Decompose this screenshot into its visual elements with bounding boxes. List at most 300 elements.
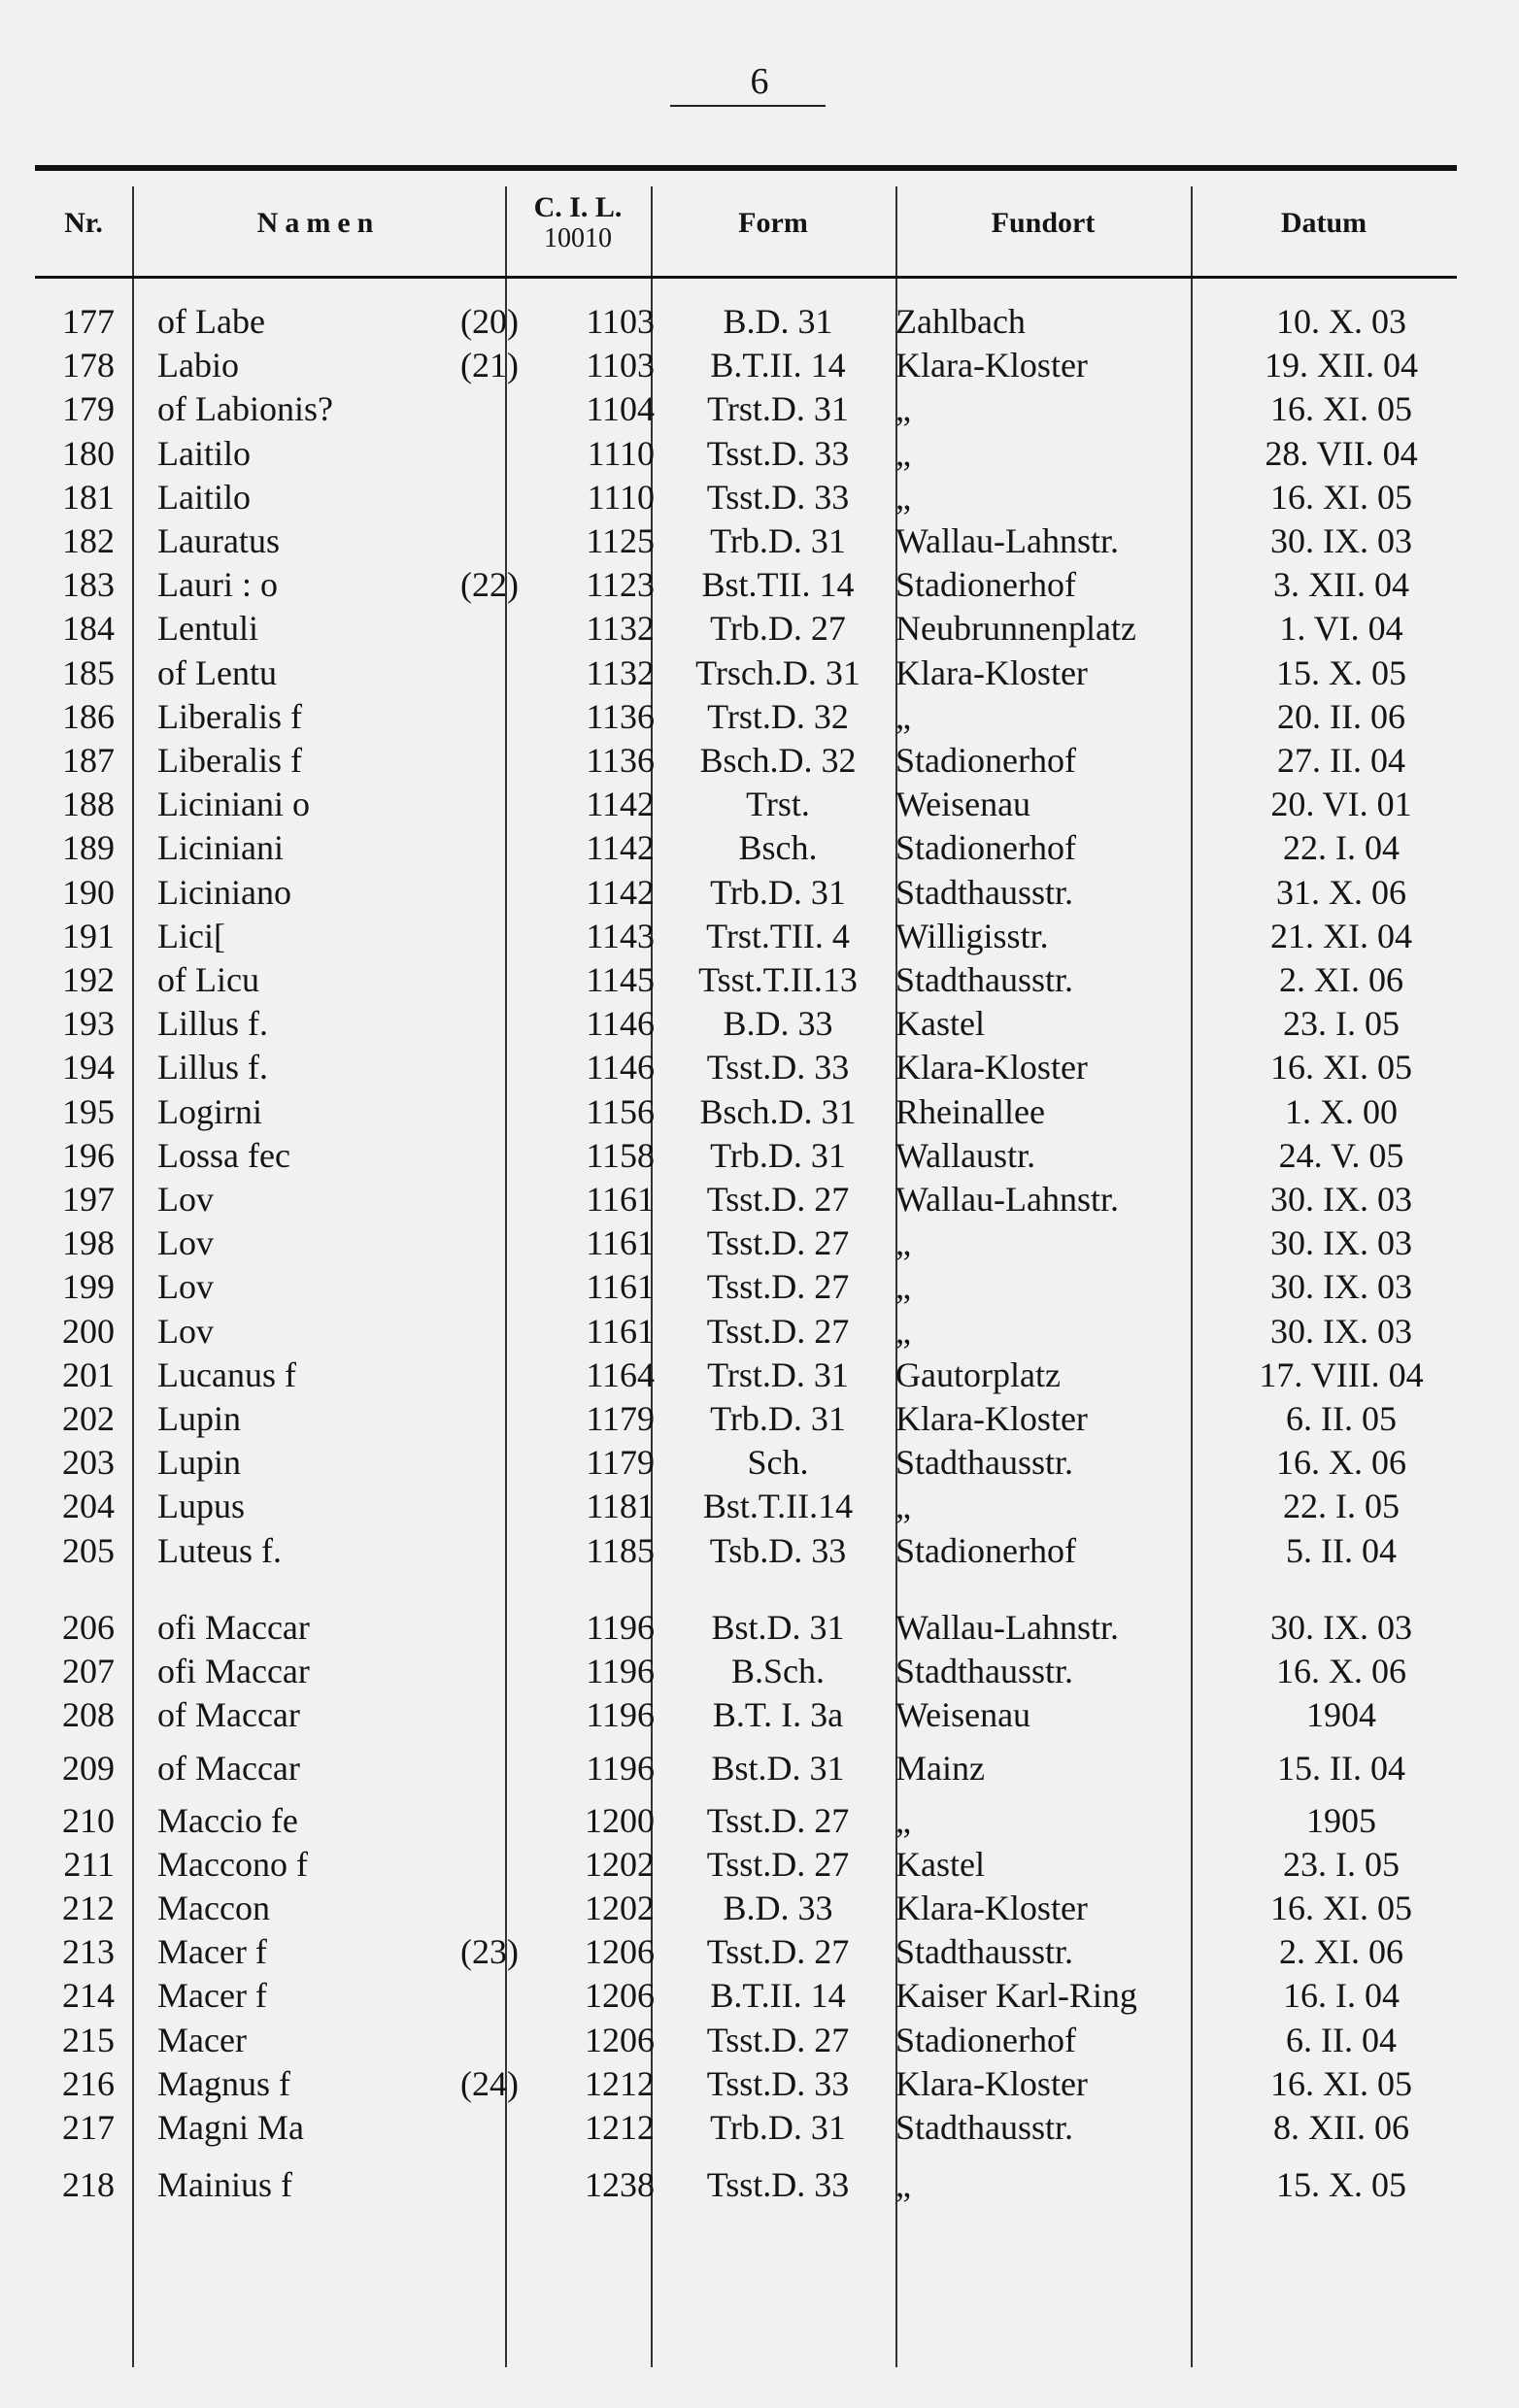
row-fundort: Stadionerhof [895,828,1076,868]
row-datum: 3. XII. 04 [1273,565,1409,605]
row-cil: 1103 [586,346,655,385]
row-name: Lupus [157,1487,245,1526]
row-cil: 1200 [585,1800,655,1840]
table-row [35,1930,1457,1973]
row-number: 181 [62,477,115,517]
row-number: 213 [62,1932,115,1972]
row-datum: 16. XI. 05 [1270,477,1412,517]
row-fundort: „ [895,433,911,473]
row-form: Tsst.D. 27 [706,1311,850,1351]
row-number: 217 [62,2108,115,2147]
header-fundort: Fundort [991,207,1096,239]
row-number: 183 [62,565,115,605]
row-datum: 15. X. 05 [1276,2165,1406,2205]
row-fundort: Stadthausstr. [895,872,1074,912]
row-form: Trst.D. 32 [707,696,849,736]
row-fundort: Klara-Kloster [895,1048,1088,1087]
table-row [35,958,1457,1001]
row-name: Lentuli [157,609,258,649]
row-cil: 1196 [586,1749,655,1789]
row-name: Lossa fec [157,1135,290,1175]
row-number: 178 [62,346,115,385]
table-row [35,783,1457,825]
row-cil: 1136 [586,696,655,736]
row-datum: 16. I. 04 [1283,1976,1400,2016]
row-name: Lillus f. [157,1004,268,1044]
row-datum: 6. II. 04 [1286,2020,1397,2059]
table-row [35,607,1457,650]
row-fundort: Kastel [895,1004,985,1044]
row-number: 208 [62,1695,115,1735]
row-number: 216 [62,2063,115,2103]
row-cil: 1196 [586,1695,655,1735]
row-form: Trb.D. 31 [710,1399,846,1438]
row-form: Tsst.D. 27 [706,1267,850,1307]
row-number: 204 [62,1487,115,1526]
table-row [35,2062,1457,2105]
row-form: Tsst.D. 33 [706,1048,850,1087]
table-row [35,300,1457,343]
table-row [35,739,1457,782]
row-number: 197 [62,1180,115,1219]
table-row [35,1747,1457,1789]
row-cil: 1196 [586,1607,655,1647]
row-name: Lupin [157,1443,241,1483]
row-datum: 30. IX. 03 [1270,1607,1412,1647]
row-fundort: Klara-Kloster [895,346,1088,385]
row-datum: 30. IX. 03 [1270,1267,1412,1307]
row-form: Trb.D. 31 [710,872,846,912]
row-cil: 1158 [586,1135,655,1175]
row-datum: 20. II. 06 [1277,696,1405,736]
row-datum: 5. II. 04 [1286,1530,1397,1570]
row-fundort: Neubrunnenplatz [895,609,1136,649]
row-number: 189 [62,828,115,868]
row-cil: 1181 [586,1487,655,1526]
row-name: Logirni [157,1091,262,1131]
row-name: of Labionis? [157,389,333,429]
row-datum: 1. X. 00 [1285,1091,1398,1131]
table-row [35,871,1457,914]
row-name: ofi Maccar [157,1607,310,1647]
row-datum: 31. X. 06 [1276,872,1406,912]
header-cil-title: C. I. L. [533,191,623,223]
table-row [35,1650,1457,1692]
row-fundort: Weisenau [895,785,1031,824]
row-footnote: (21) [460,346,519,385]
row-fundort: Klara-Kloster [895,1399,1088,1438]
row-cil: 1179 [586,1443,655,1483]
row-number: 218 [62,2165,115,2205]
row-cil: 1206 [585,2020,655,2059]
row-form: B.D. 33 [723,1004,833,1044]
table-row [35,344,1457,386]
row-number: 179 [62,389,115,429]
row-cil: 1238 [585,2165,655,2205]
row-name: Laitilo [157,433,251,473]
row-form: Bst.D. 31 [711,1749,845,1789]
row-form: Bst.TII. 14 [701,565,855,605]
row-form: Bsch. [738,828,818,868]
row-number: 184 [62,609,115,649]
row-name: Liberalis f [157,741,302,780]
row-number: 193 [62,1004,115,1044]
row-number: 195 [62,1091,115,1131]
row-name: of Maccar [157,1749,300,1789]
header-datum: Datum [1280,207,1367,239]
row-name: of Labe [157,302,265,341]
row-fundort: „ [895,1267,911,1307]
page-number: 6 [750,61,769,102]
table-row [35,1606,1457,1649]
row-cil: 1145 [586,960,655,999]
row-name: Lov [157,1311,214,1351]
row-name: Luteus f. [157,1530,282,1570]
row-name: Lucanus f [157,1354,296,1394]
row-name: Lauri : o [157,565,278,605]
row-footnote: (22) [460,565,519,605]
row-datum: 15. X. 05 [1276,652,1406,692]
row-name: Labio [157,346,239,385]
row-datum: 16. XI. 05 [1270,2063,1412,2103]
row-fundort: „ [895,1223,911,1263]
row-datum: 20. VI. 01 [1270,785,1412,824]
row-datum: 1904 [1306,1695,1376,1735]
row-number: 177 [62,302,115,341]
row-datum: 1905 [1306,1800,1376,1840]
row-fundort: Kastel [895,1844,985,1884]
row-form: Tsst.D. 33 [706,2165,850,2205]
row-name: Magni Ma [157,2108,304,2147]
row-footnote: (24) [460,2063,519,2103]
row-datum: 1. VI. 04 [1279,609,1403,649]
row-fundort: Stadthausstr. [895,2108,1074,2147]
row-number: 187 [62,741,115,780]
row-number: 212 [62,1889,115,1927]
row-datum: 30. IX. 03 [1270,521,1412,560]
row-number: 211 [63,1844,115,1884]
row-fundort: „ [895,389,911,429]
row-form: Tsst.D. 27 [706,1180,850,1219]
table-row [35,1178,1457,1221]
row-number: 207 [62,1652,115,1690]
row-fundort: Stadthausstr. [895,960,1074,999]
row-number: 186 [62,696,115,736]
header-form: Form [738,207,808,239]
table-row [35,915,1457,957]
row-number: 202 [62,1399,115,1438]
row-cil: 1146 [586,1048,655,1087]
row-number: 198 [62,1223,115,1263]
row-number: 199 [62,1267,115,1307]
row-cil: 1212 [585,2108,655,2147]
row-fundort: Klara-Kloster [895,1889,1088,1927]
row-cil: 1164 [586,1354,655,1394]
row-name: Lici[ [157,916,225,955]
row-cil: 1206 [585,1976,655,2016]
row-name: Liberalis f [157,696,302,736]
row-form: Trst.D. 31 [707,389,849,429]
row-number: 191 [62,916,115,955]
page-number-rule [670,105,826,107]
row-form: Tsst.D. 33 [706,2063,850,2103]
table-row [35,432,1457,475]
row-datum: 22. I. 05 [1283,1487,1400,1526]
row-datum: 15. II. 04 [1277,1749,1405,1789]
row-name: Lov [157,1180,214,1219]
table-row [35,1397,1457,1440]
row-number: 206 [62,1607,115,1647]
table-row [35,826,1457,869]
row-datum: 6. II. 05 [1286,1399,1397,1438]
row-datum: 16. XI. 05 [1270,1048,1412,1087]
row-form: Bst.T.II.14 [702,1487,854,1526]
header-name: Namen [256,207,381,239]
row-datum: 16. XI. 05 [1270,1889,1412,1927]
table-row [35,476,1457,518]
row-cil: 1206 [585,1932,655,1972]
row-datum: 30. IX. 03 [1270,1223,1412,1263]
header-cil-volume: 10010 [543,223,612,253]
row-fundort: „ [895,2165,911,2205]
row-fundort: Wallau-Lahnstr. [895,1180,1120,1219]
table-row [35,2106,1457,2149]
table-row [35,1529,1457,1572]
row-form: Trsch.D. 31 [695,652,861,692]
row-name: Macer f [157,1932,267,1972]
row-name: Macer [157,2020,247,2059]
row-name: Lupin [157,1399,241,1438]
row-cil: 1104 [586,389,655,429]
row-cil: 1146 [586,1004,655,1044]
row-number: 180 [62,433,115,473]
row-fundort: „ [895,477,911,517]
row-fundort: Gautorplatz [895,1354,1061,1394]
row-name: Lov [157,1223,214,1263]
table-row [35,1974,1457,2017]
row-datum: 23. I. 05 [1283,1844,1400,1884]
row-number: 192 [62,960,115,999]
table-row [35,1693,1457,1736]
row-fundort: Stadthausstr. [895,1443,1074,1483]
row-number: 200 [62,1311,115,1351]
row-name: of Maccar [157,1695,300,1735]
inscription-table [35,165,1457,2367]
row-cil: 1161 [586,1180,655,1219]
row-datum: 16. XI. 05 [1270,389,1412,429]
row-fundort: Klara-Kloster [895,652,1088,692]
table-header [35,171,1457,279]
row-form: B.Sch. [730,1652,825,1690]
table-row [35,1002,1457,1045]
row-fundort: Rheinallee [895,1091,1045,1131]
row-number: 214 [62,1976,115,2016]
row-name: Mainius f [157,2165,292,2205]
row-fundort: „ [895,696,911,736]
row-form: Bst.D. 31 [711,1607,845,1647]
row-cil: 1132 [586,609,655,649]
row-form: Bsch.D. 31 [699,1091,857,1131]
row-fundort: Wallau-Lahnstr. [895,1607,1120,1647]
row-fundort: Willigisstr. [895,916,1049,955]
row-cil: 1110 [587,477,655,517]
row-cil: 1142 [586,828,655,868]
table-row [35,1134,1457,1177]
row-cil: 1185 [586,1530,655,1570]
row-cil: 1142 [586,785,655,824]
table-row [35,2019,1457,2061]
row-number: 185 [62,652,115,692]
row-number: 194 [62,1048,115,1087]
row-cil: 1142 [586,872,655,912]
row-datum: 16. X. 06 [1276,1443,1406,1483]
row-form: B.D. 31 [723,302,833,341]
row-fundort: Stadionerhof [895,1530,1076,1570]
row-form: Trst. [746,785,810,824]
row-form: Tsst.D. 27 [706,1223,850,1263]
table-row [35,652,1457,694]
row-cil: 1110 [587,433,655,473]
row-cil: 1143 [586,916,655,955]
row-name: Magnus f [157,2063,290,2103]
row-form: Tsst.D. 27 [706,1844,850,1884]
row-form: Trb.D. 31 [710,521,846,560]
row-form: B.D. 33 [723,1889,833,1927]
row-datum: 16. X. 06 [1276,1652,1406,1690]
row-number: 188 [62,785,115,824]
row-cil: 1202 [585,1889,655,1927]
row-fundort: Mainz [895,1749,985,1789]
table-row [35,695,1457,738]
row-form: Trb.D. 31 [710,2108,846,2147]
header-cil [505,171,651,276]
row-number: 196 [62,1135,115,1175]
table-row [35,1046,1457,1088]
row-datum: 10. X. 03 [1276,302,1406,341]
row-fundort: Stadthausstr. [895,1652,1074,1690]
row-cil: 1103 [586,302,655,341]
row-name: Macer f [157,1976,267,2016]
row-form: Bsch.D. 32 [699,741,857,780]
row-name: Lillus f. [157,1048,268,1087]
row-number: 201 [62,1354,115,1394]
row-fundort: Wallau-Lahnstr. [895,521,1120,560]
row-cil: 1125 [586,521,655,560]
row-datum: 2. XI. 06 [1279,1932,1403,1972]
row-form: B.T.II. 14 [710,346,846,385]
row-fundort: Stadthausstr. [895,1932,1074,1972]
row-form: Tsb.D. 33 [709,1530,847,1570]
row-form: Tsst.D. 27 [706,1800,850,1840]
row-datum: 23. I. 05 [1283,1004,1400,1044]
row-footnote: (20) [460,302,519,341]
row-fundort: Zahlbach [895,302,1026,341]
row-datum: 30. IX. 03 [1270,1180,1412,1219]
table-row [35,387,1457,430]
row-cil: 1156 [586,1091,655,1131]
row-fundort: Stadionerhof [895,741,1076,780]
row-name: Lauratus [157,521,280,560]
row-cil: 1179 [586,1399,655,1438]
row-name: Liciniani o [157,785,310,824]
row-datum: 21. XI. 04 [1270,916,1412,955]
row-name: of Licu [157,960,259,999]
row-cil: 1136 [586,741,655,780]
row-number: 210 [62,1800,115,1840]
table-row [35,2163,1457,2206]
row-form: Trst.D. 31 [707,1354,849,1394]
row-footnote: (23) [460,1932,519,1972]
row-number: 203 [62,1443,115,1483]
row-fundort: Wallaustr. [895,1135,1036,1175]
row-cil: 1212 [585,2063,655,2103]
row-fundort: Stadionerhof [895,2020,1076,2059]
table-row [35,563,1457,606]
row-name: ofi Maccar [157,1652,310,1690]
row-cil: 1123 [586,565,655,605]
row-fundort: Stadionerhof [895,565,1076,605]
row-fundort: Kaiser Karl-Ring [895,1976,1137,2016]
row-name: Laitilo [157,477,251,517]
row-name: Lov [157,1267,214,1307]
row-form: Trb.D. 27 [710,609,846,649]
row-form: Tsst.D. 27 [706,2020,850,2059]
row-datum: 22. I. 04 [1283,828,1400,868]
table-row [35,1799,1457,1842]
row-fundort: Weisenau [895,1695,1031,1735]
row-cil: 1161 [586,1267,655,1307]
table-row [35,519,1457,562]
row-form: Tsst.D. 33 [706,433,850,473]
row-number: 182 [62,521,115,560]
row-datum: 24. V. 05 [1278,1135,1404,1175]
row-name: Maccio fe [157,1800,298,1840]
row-form: Tsst.T.II.13 [698,960,858,999]
table-row [35,1441,1457,1484]
table-row [35,1354,1457,1396]
table-row [35,1485,1457,1527]
table-row [35,1310,1457,1353]
row-datum: 27. II. 04 [1277,741,1405,780]
row-fundort: Klara-Kloster [895,2063,1088,2103]
row-fundort: „ [895,1487,911,1526]
row-number: 215 [62,2020,115,2059]
row-name: of Lentu [157,652,277,692]
row-fundort: „ [895,1311,911,1351]
row-datum: 19. XII. 04 [1265,346,1418,385]
table-row [35,1221,1457,1264]
table-row [35,1090,1457,1133]
row-name: Liciniano [157,872,291,912]
table-row [35,1265,1457,1308]
row-datum: 17. VIII. 04 [1259,1354,1424,1394]
row-name: Maccono f [157,1844,308,1884]
row-form: Sch. [747,1443,809,1483]
row-form: B.T.II. 14 [710,1976,846,2016]
table-row [35,1843,1457,1886]
row-name: Maccon [157,1889,270,1927]
row-datum: 28. VII. 04 [1265,433,1418,473]
header-nr: Nr. [64,207,103,239]
row-cil: 1202 [585,1844,655,1884]
row-cil: 1161 [586,1223,655,1263]
row-form: Tsst.D. 27 [706,1932,850,1972]
row-name: Liciniani [157,828,284,868]
row-number: 209 [62,1749,115,1789]
row-fundort: „ [895,1800,911,1840]
row-form: Trst.TII. 4 [706,916,850,955]
row-number: 190 [62,872,115,912]
